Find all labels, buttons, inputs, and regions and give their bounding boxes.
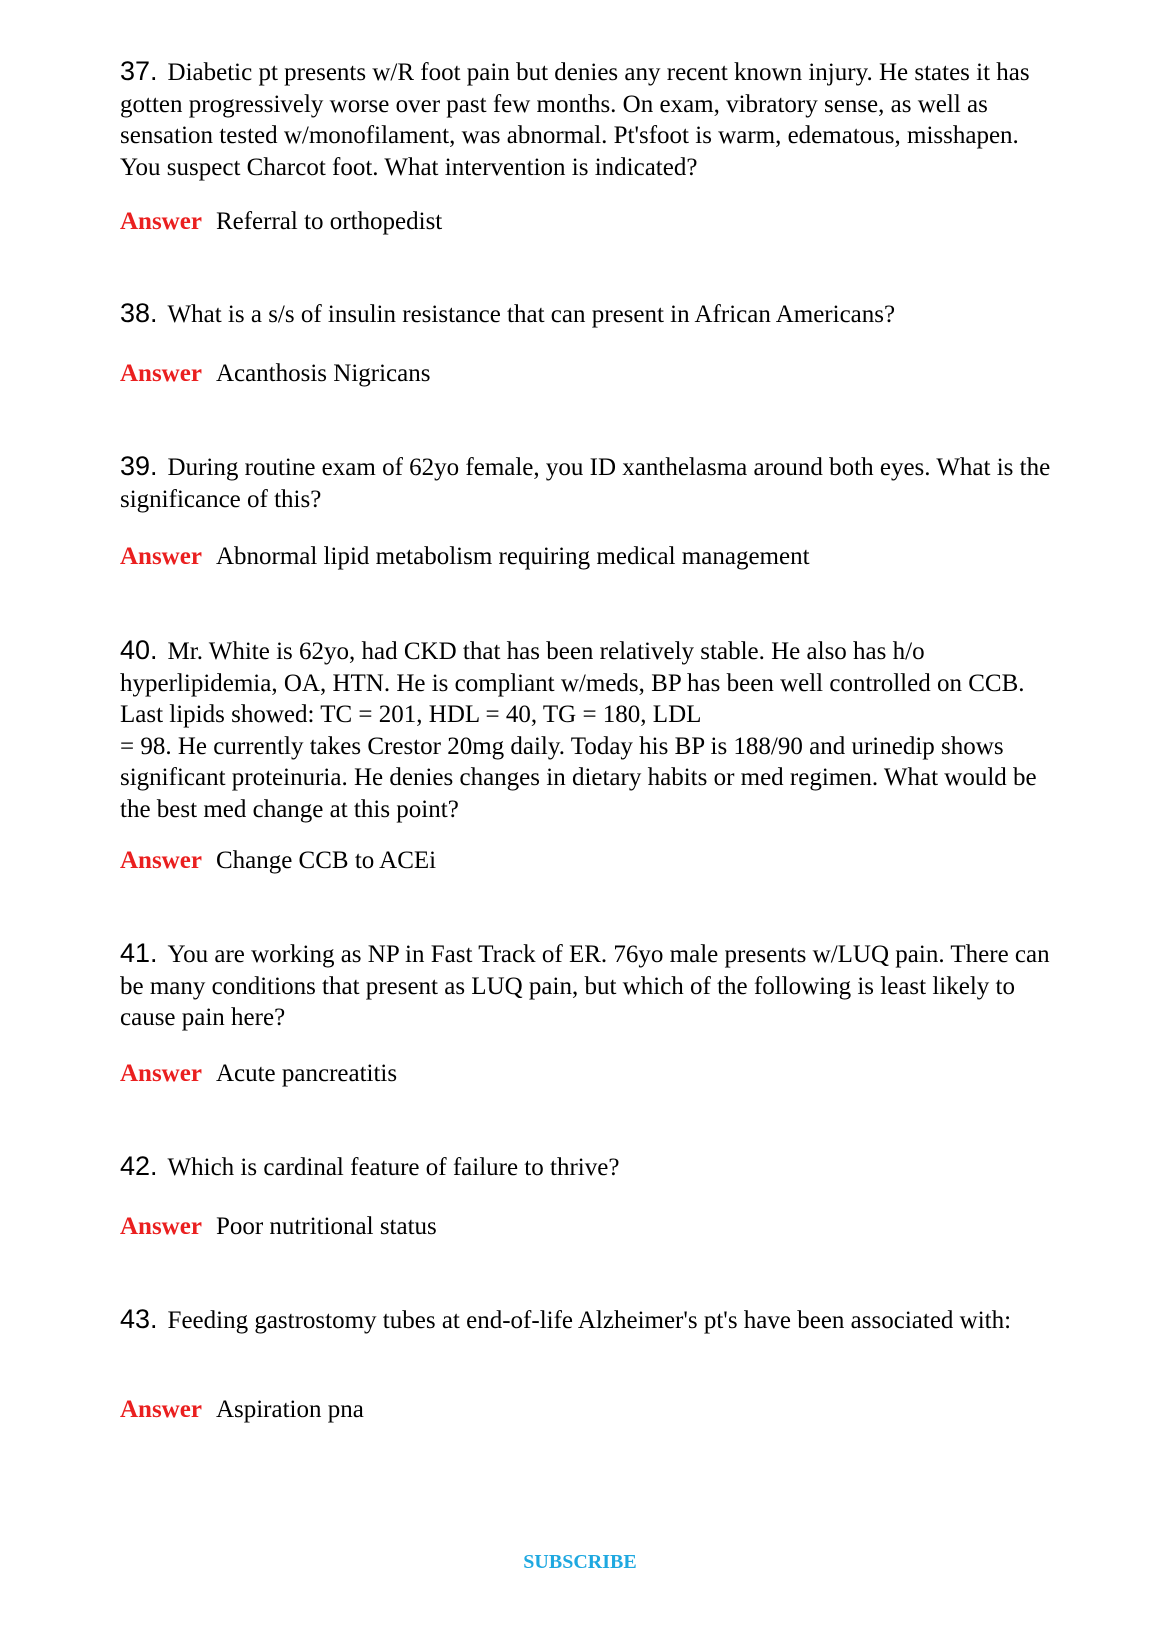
question-number: 38. (120, 298, 158, 328)
answer-41 (120, 1058, 397, 1090)
question-text: Mr. White is 62yo, had CKD that has been relatively stable. He also has h/o hyperlipidemia, OA, HTN. He is compliant w/meds, BP has been well controlled on CCB. Last lipids showed: TC = 201, HDL = 40, TG = 180, LDL = 98. He currently takes Crestor 20mg daily. Today his BP is 188/90 and urinedip shows significant proteinuria. He denies changes in dietary habits or med regimen. What would be the best med change at this point? (120, 638, 1037, 823)
answer-39 (120, 541, 810, 573)
answer-label: Answer (120, 360, 202, 387)
question-42 (120, 1151, 1060, 1184)
answer-38 (120, 358, 430, 390)
qa-item-43 (120, 1304, 1060, 1423)
question-38 (120, 298, 1060, 331)
subscribe-link[interactable]: SUBSCRIBE (523, 1551, 637, 1573)
answer-40 (120, 845, 436, 877)
answer-label: Answer (120, 543, 202, 570)
answer-text: Referral to orthopedist (215, 208, 443, 235)
question-text: Feeding gastrostomy tubes at end-of-life Alzheimer's pt's have been associated with: (167, 1307, 1012, 1334)
qa-item-40 (120, 635, 1060, 874)
question-number: 42. (120, 1151, 158, 1181)
answer-text: Poor nutritional status (215, 1213, 437, 1240)
qa-item-41 (120, 938, 1060, 1087)
qa-item-42 (120, 1151, 1060, 1240)
qa-item-38 (120, 298, 1060, 387)
question-number: 43. (120, 1304, 158, 1334)
question-number: 37. (120, 56, 158, 86)
answer-text: Acanthosis Nigricans (215, 360, 431, 387)
answer-text: Acute pancreatitis (215, 1060, 398, 1087)
question-43 (120, 1304, 1060, 1337)
question-text: Which is cardinal feature of failure to thrive? (167, 1154, 620, 1181)
answer-label: Answer (120, 847, 202, 874)
question-37 (120, 56, 1060, 183)
question-39 (120, 451, 1060, 515)
answer-label: Answer (120, 1060, 202, 1087)
answer-label: Answer (120, 1396, 202, 1423)
answer-text: Abnormal lipid metabolism requiring medical management (215, 543, 810, 570)
question-40 (120, 635, 1060, 825)
answer-37 (120, 206, 442, 238)
question-number: 39. (120, 451, 158, 481)
question-text: During routine exam of 62yo female, you ID xanthelasma around both eyes. What is the significance of this? (120, 454, 1051, 513)
question-number: 40. (120, 635, 158, 665)
answer-label: Answer (120, 208, 202, 235)
question-text: What is a s/s of insulin resistance that can present in African Americans? (167, 301, 896, 328)
question-41 (120, 938, 1060, 1034)
answer-text: Aspiration pna (215, 1396, 364, 1423)
answer-43 (120, 1394, 364, 1426)
question-text: You are working as NP in Fast Track of ER. 76yo male presents w/LUQ pain. There can be many conditions that present as LUQ pain, but which of the following is least likely to cause pain here? (120, 941, 1050, 1031)
question-text: Diabetic pt presents w/R foot pain but denies any recent known injury. He states it has gotten progressively worse over past few months. On exam, vibratory sense, as well as sensation tested w/monofilament, was abnormal. Pt'sfoot is warm, edematous, misshapen. You suspect Charcot foot. What intervention is indicated? (120, 59, 1030, 181)
answer-text: Change CCB to ACEi (215, 847, 437, 874)
question-number: 41. (120, 938, 158, 968)
answer-42 (120, 1211, 437, 1243)
qa-item-39 (120, 451, 1060, 570)
answer-label: Answer (120, 1213, 202, 1240)
qa-item-37 (120, 56, 1060, 235)
